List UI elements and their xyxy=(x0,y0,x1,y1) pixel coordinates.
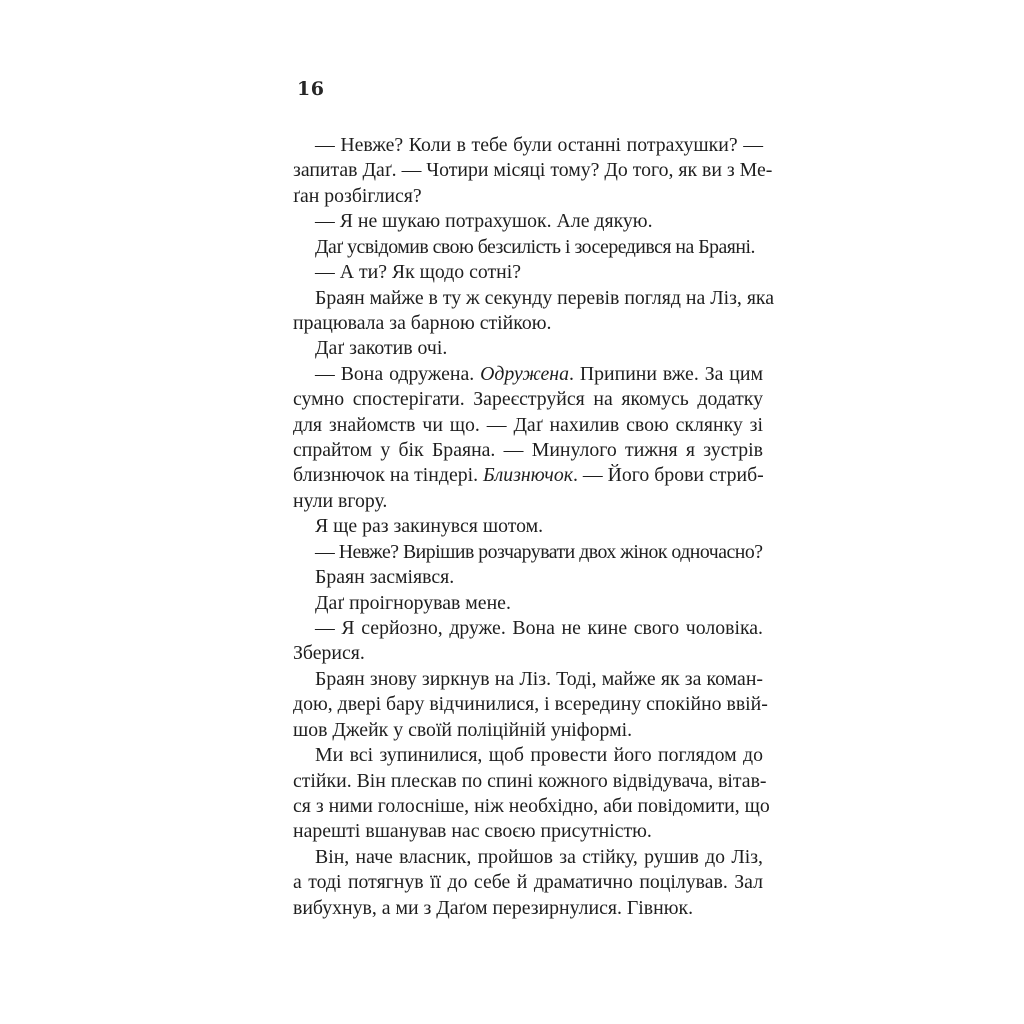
text-line xyxy=(293,209,763,234)
paragraph xyxy=(293,845,763,921)
paragraph xyxy=(293,540,763,565)
paragraph xyxy=(293,591,763,616)
italic-text-segment: Одружена xyxy=(480,362,569,385)
text-line xyxy=(293,743,763,768)
paragraph xyxy=(293,667,768,743)
text-line xyxy=(293,591,763,616)
text-line xyxy=(293,616,763,641)
text-segment: спрайтом у бік Браяна. — Минулого тижня я зустрів xyxy=(293,439,763,462)
paragraph xyxy=(293,209,763,234)
text-line xyxy=(293,870,763,895)
text-segment: шов Джейк у своїй поліційній уніформі. xyxy=(293,718,633,741)
text-segment: — Невже? Коли в тебе були останні потрахушки? — xyxy=(315,134,763,156)
page-number: 16 xyxy=(297,78,325,100)
text-segment: Зберися. xyxy=(293,642,365,665)
text-segment: для знайомств чи що. — Даґ нахилив свою склянку зі xyxy=(293,413,763,436)
text-segment: — Невже? Вирішив розчарувати двох жінок одночасно? xyxy=(315,540,763,563)
text-segment: . Припини вже. За цим xyxy=(568,362,763,385)
paragraph xyxy=(293,286,775,337)
text-segment: Я ще раз закинувся шотом. xyxy=(315,515,544,538)
text-line xyxy=(293,540,763,565)
text-segment: — А ти? Як щодо сотні? xyxy=(315,261,522,284)
paragraph xyxy=(293,362,763,515)
text-segment: ґан розбіглися? xyxy=(293,184,422,207)
text-segment: дою, двері бару відчинилися, і всередину спокійно ввій- xyxy=(293,693,768,716)
text-line xyxy=(293,311,763,336)
text-line xyxy=(293,896,763,921)
text-line xyxy=(293,489,763,514)
text-line xyxy=(293,387,763,412)
text-line xyxy=(293,565,763,590)
text-line xyxy=(293,514,763,539)
paragraph xyxy=(293,336,763,361)
text-line xyxy=(293,362,763,387)
text-line xyxy=(293,794,770,819)
text-line xyxy=(293,667,763,692)
text-segment: Даґ усвідомив свою безсилість і зосередився на Браяні. xyxy=(315,235,755,258)
paragraph xyxy=(293,133,773,209)
text-line xyxy=(293,819,763,844)
paragraph xyxy=(293,514,763,539)
text-segment: . — Його брови стриб- xyxy=(573,464,764,487)
text-line xyxy=(293,641,763,666)
text-line xyxy=(293,235,763,260)
text-line xyxy=(293,184,763,209)
text-segment: ся з ними голосніше, ніж необхідно, аби повідомити, що xyxy=(293,794,770,817)
text-segment: а тоді потягнув її до себе й драматично поцілував. Зал xyxy=(293,871,763,894)
text-segment: — Я не шукаю потрахушок. Але дякую. xyxy=(315,210,653,233)
text-segment: стійки. Він плескав по спині кожного відвідувача, вітав- xyxy=(293,769,767,792)
paragraph xyxy=(293,235,763,260)
paragraph xyxy=(293,743,770,845)
text-segment: сумно спостерігати. Зареєструйся на якомусь додатку xyxy=(293,388,763,411)
text-segment: працювала за барною стійкою. xyxy=(293,311,552,334)
text-line xyxy=(293,260,763,285)
paragraph xyxy=(293,616,763,667)
text-line xyxy=(293,336,763,361)
text-segment: Браян знову зиркнув на Ліз. Тоді, майже як за коман- xyxy=(315,667,763,690)
text-segment: нарешті вшанував нас своєю присутністю. xyxy=(293,820,652,843)
text-line xyxy=(293,845,763,870)
text-segment: Даґ закотив очі. xyxy=(315,337,448,360)
text-line xyxy=(293,133,763,158)
text-line xyxy=(293,158,773,183)
italic-text-segment: Близнючок xyxy=(483,464,573,487)
text-segment: Даґ проігнорував мене. xyxy=(315,591,511,614)
paragraph xyxy=(293,260,763,285)
text-line xyxy=(293,413,763,438)
text-segment: запитав Даґ. — Чотири місяці тому? До того, як ви з Ме- xyxy=(293,159,773,182)
text-segment: нули вгору. xyxy=(293,489,388,512)
text-line xyxy=(293,463,763,488)
text-line xyxy=(293,438,763,463)
text-segment: Ми всі зупинилися, щоб провести його поглядом до xyxy=(315,744,763,767)
paragraph xyxy=(293,565,763,590)
text-segment: Браян засміявся. xyxy=(315,566,455,589)
text-segment: — Вона одружена. xyxy=(315,362,481,385)
text-segment: Він, наче власник, пройшов за стійку, рушив до Ліз, xyxy=(315,845,763,868)
text-segment: — Я серйозно, друже. Вона не кине свого чоловіка. xyxy=(315,617,763,640)
text-line xyxy=(293,286,775,311)
text-line xyxy=(293,692,768,717)
text-line xyxy=(293,718,763,743)
text-segment: близнючок на тіндері. xyxy=(293,464,484,487)
text-block xyxy=(293,133,775,921)
text-segment: вибухнув, а ми з Даґом перезирнулися. Гівнюк. xyxy=(293,896,694,919)
text-line xyxy=(293,769,767,794)
text-segment: Браян майже в ту ж секунду перевів погляд на Ліз, яка xyxy=(315,286,775,309)
